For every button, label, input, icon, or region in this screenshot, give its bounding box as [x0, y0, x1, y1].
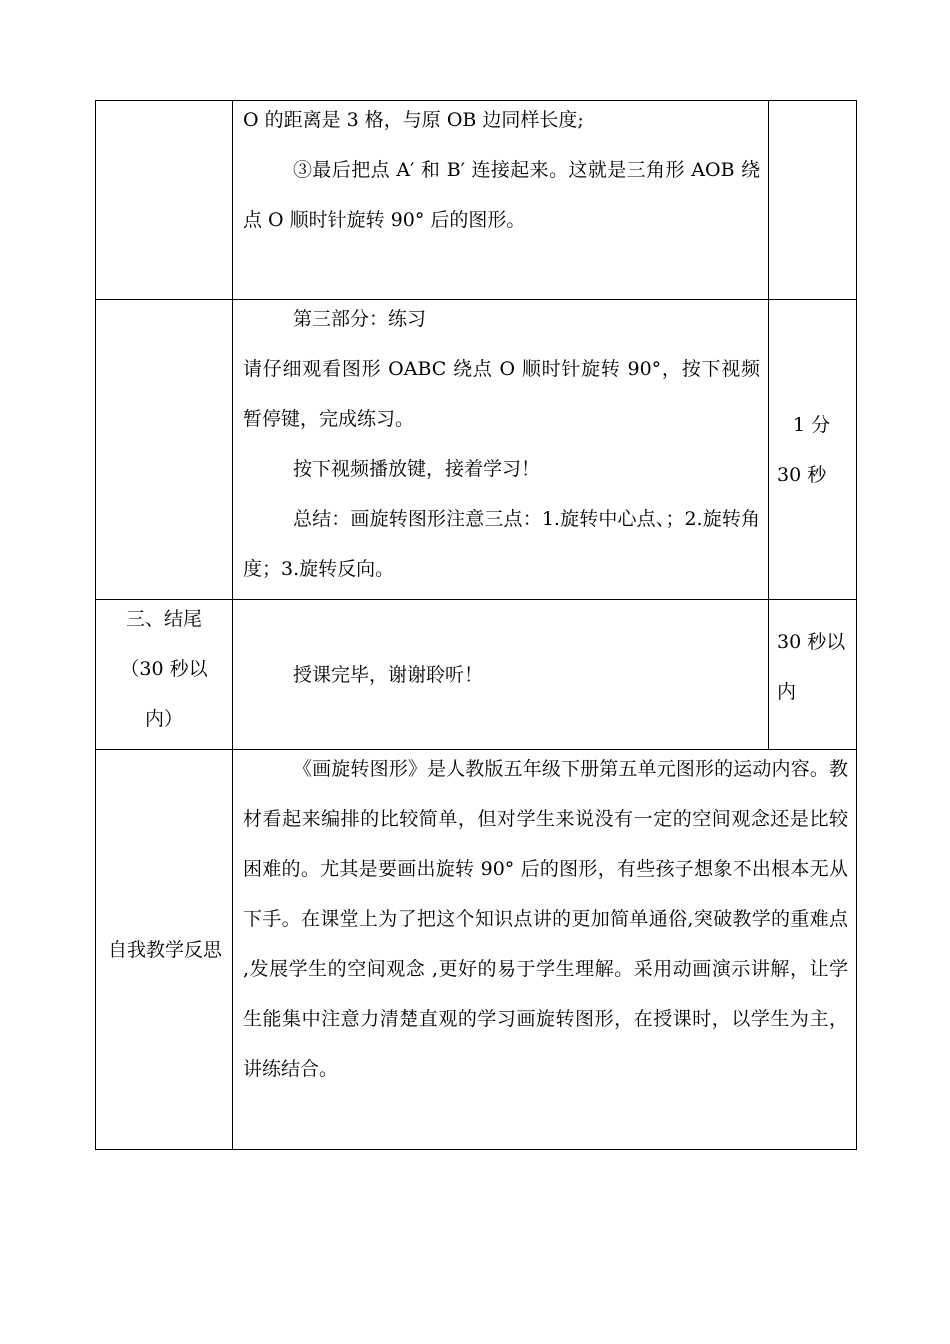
stage-cell-ending — [96, 600, 233, 750]
stage-cell-empty — [96, 300, 233, 600]
table-row-practice — [96, 300, 857, 600]
practice-summary: 总结：画旋转图形注意三点：1.旋转中心点、；2.旋转角度；3.旋转反向。 — [243, 508, 760, 580]
reflection-label: 自我教学反思 — [108, 938, 223, 961]
content-cell-steps — [233, 101, 769, 300]
practice-heading: 第三部分：练习 — [293, 308, 427, 330]
practice-time: 1 分 30 秒 — [777, 413, 831, 486]
ending-text: 授课完毕，谢谢聆听！ — [293, 663, 484, 686]
practice-resume: 按下视频播放键，接着学习！ — [293, 458, 541, 480]
reflection-text: 《画旋转图形》是人教版五年级下册第五单元图形的运动内容。教材看起来编排的比较简单，但对学生来说没有一定的空间观念还是比较困难的。尤其是要画出旋转 90° 后的图形，有些孩子想象不出根本无从下手。在课堂上为了把这个知识点讲的更加简单通俗,突破教学的重难点 ,发展学生的空间观念 ,更好的易于学生理解。采用动画演示讲解，让学生能集中注意力清楚直观的学习画旋转图形，在授课时，以学生为主，讲练结合。 — [243, 758, 848, 1080]
time-cell-ending — [769, 600, 857, 750]
lesson-plan-table — [95, 100, 857, 1150]
content-cell-practice — [233, 300, 769, 600]
practice-instruction: 请仔细观看图形 OABC 绕点 O 顺时针旋转 90°，按下视频暂停键，完成练习。 — [243, 358, 760, 430]
content-cell-ending — [233, 600, 769, 750]
table-row-drawing-steps — [96, 101, 857, 300]
stage-cell-empty — [96, 101, 233, 300]
ending-stage-label: 三、结尾（30 秒以内） — [120, 608, 208, 730]
step-three-text: ③最后把点 A′ 和 B′ 连接起来。这就是三角形 AOB 绕点 O 顺时针旋转 90° 后的图形。 — [243, 159, 760, 231]
ending-time: 30 秒以内 — [777, 631, 846, 703]
label-cell-reflection — [96, 750, 233, 1150]
step-text-line: O 的距离是 3 格，与原 OB 边同样长度; — [243, 109, 584, 131]
content-cell-reflection — [233, 750, 857, 1150]
table-row-reflection — [96, 750, 857, 1150]
time-cell-practice — [769, 300, 857, 600]
table-row-ending — [96, 600, 857, 750]
time-cell-empty — [769, 101, 857, 300]
